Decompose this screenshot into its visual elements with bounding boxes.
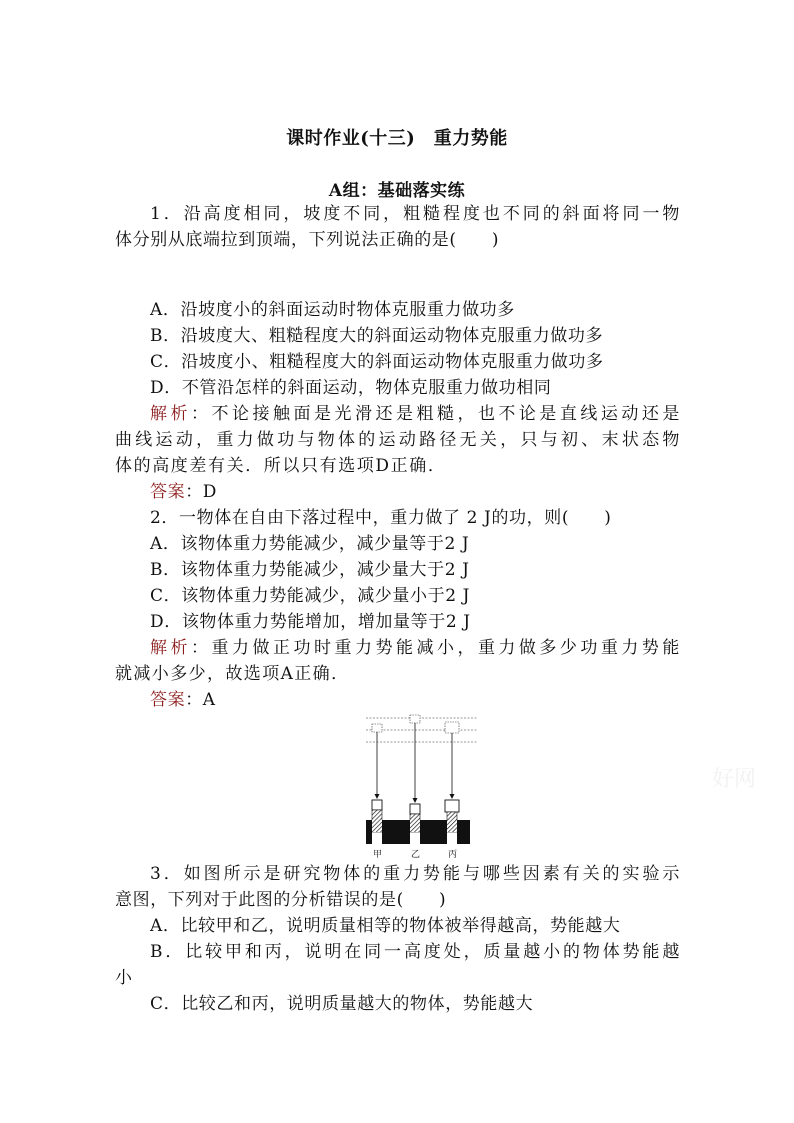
q2-option-c: C．该物体重力势能减少，减少量小于2 J — [150, 586, 471, 606]
q3-option-b-line1: B．比较甲和丙，说明在同一高度处，质量越小的物体势能越 — [150, 942, 680, 962]
figure-label-jia: 甲 — [373, 850, 383, 860]
q1-option-a: A．沿坡度小的斜面运动时物体克服重力做功多 — [150, 300, 515, 320]
stake-c-buried — [447, 820, 457, 832]
experiment-figure — [360, 712, 480, 860]
figure-label-yi: 乙 — [411, 850, 421, 860]
q2-answer-value: ：A — [185, 690, 216, 710]
arrowhead-b — [413, 798, 418, 803]
figure-label-bing: 丙 — [448, 850, 458, 860]
q1-answer — [150, 482, 217, 502]
q2-analysis-line2: 就减小多少，故选项A正确． — [115, 664, 350, 684]
q2-analysis-text1: ：重力做正功时重力势能减小，重力做多少功重力势能 — [191, 638, 680, 658]
q2-analysis-line1 — [150, 638, 680, 658]
q2-answer-label: 答案 — [150, 690, 186, 710]
q1-analysis-label: 解析 — [150, 404, 191, 424]
q1-analysis-line3: 体的高度差有关．所以只有选项D正确． — [115, 456, 447, 476]
object-b-start — [410, 715, 420, 723]
object-b-end — [410, 804, 420, 814]
q2-answer — [150, 690, 216, 710]
q1-analysis-text1: ：不论接触面是光滑还是粗糙，也不论是直线运动还是 — [191, 404, 680, 424]
q2-option-a: A．该物体重力势能减少，减少量等于2 J — [150, 534, 470, 554]
q3-stem-line1: 3．如图所示是研究物体的重力势能与哪些因素有关的实验示 — [150, 864, 680, 884]
object-a-start — [372, 724, 382, 732]
stake-a-buried — [372, 820, 382, 832]
q1-analysis-line2: 曲线运动，重力做功与物体的运动路径无关，只与初、末状态物 — [115, 430, 680, 450]
q1-analysis-line1 — [150, 404, 680, 424]
q1-option-c: C．沿坡度小、粗糙程度大的斜面运动物体克服重力做功多 — [150, 352, 604, 372]
q3-option-c: C．比较乙和丙，说明质量越大的物体，势能越大 — [150, 994, 534, 1014]
q2-option-b: B．该物体重力势能减少，减少量大于2 J — [150, 560, 470, 580]
q1-answer-label: 答案 — [150, 482, 186, 502]
q1-option-d: D．不管沿怎样的斜面运动，物体克服重力做功相同 — [150, 378, 552, 398]
group-title: A组：基础落实练 — [328, 181, 466, 201]
q2-analysis-label: 解析 — [150, 638, 191, 658]
q3-stem-line2: 意图，下列对于此图的分析错误的是( ) — [115, 890, 447, 910]
q3-option-b-line2: 小 — [115, 968, 133, 988]
arrowhead-a — [375, 794, 380, 799]
q3-option-a: A．比较甲和乙，说明质量相等的物体被举得越高，势能越大 — [150, 916, 621, 936]
arrowhead-c — [450, 794, 455, 799]
q1-stem-line2: 体分别从底端拉到顶端，下列说法正确的是( ) — [115, 230, 500, 250]
q1-option-b: B．沿坡度大、粗糙程度大的斜面运动物体克服重力做功多 — [150, 326, 604, 346]
stake-b-buried — [410, 820, 420, 832]
q1-stem-line1: 1．沿高度相同，坡度不同，粗糙程度也不同的斜面将同一物 — [150, 204, 680, 224]
q2-option-d: D．该物体重力势能增加，增加量等于2 J — [150, 612, 471, 632]
q1-answer-value: ：D — [185, 482, 218, 502]
object-c-end — [445, 800, 459, 812]
object-c-start — [445, 722, 459, 733]
page-title: 课时作业(十三) 重力势能 — [286, 128, 508, 149]
q2-stem: 2．一物体在自由下落过程中，重力做了 2 J的功，则( ) — [150, 508, 612, 528]
watermark: 好网 — [712, 767, 757, 792]
object-a-end — [372, 800, 382, 810]
